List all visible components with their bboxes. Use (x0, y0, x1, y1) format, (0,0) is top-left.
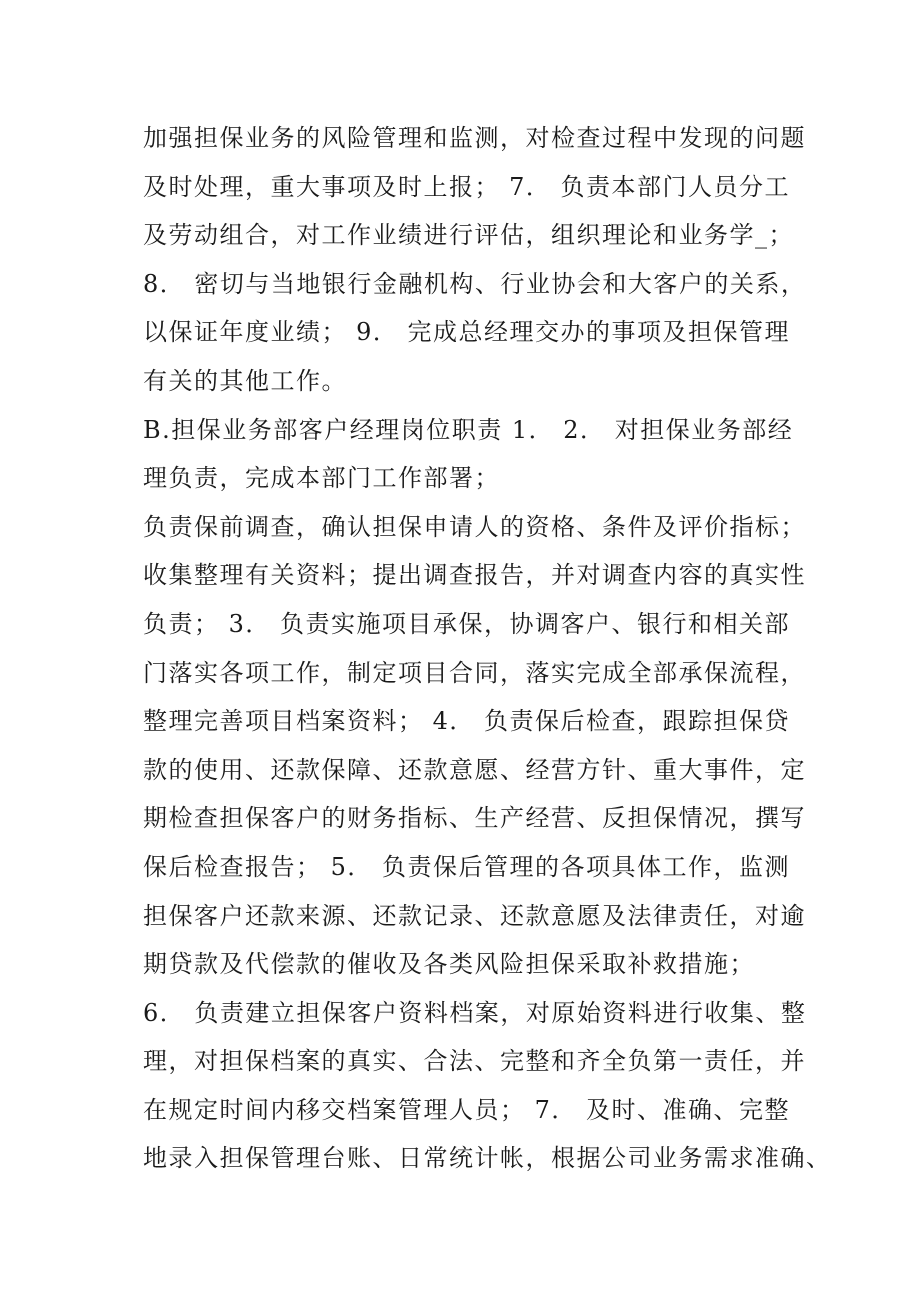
text-line: 款的使用、还款保障、还款意愿、经营方针、重大事件，定 (143, 755, 806, 784)
text-line: 保后检查报告； 5． 负责保后管理的各项具体工作，监测 (143, 852, 791, 881)
text-line: 及劳动组合，对工作业绩进行评估，组织理论和业务学_； (143, 221, 794, 250)
text-line: 期检查担保客户的财务指标、生产经营、反担保情况，撰写 (143, 804, 806, 833)
text-line: B.担保业务部客户经理岗位职责 1． 2． 对担保业务部经 (143, 415, 794, 444)
text-line: 在规定时间内移交档案管理人员； 7． 及时、准确、完整 (143, 1095, 791, 1124)
text-line: 8． 密切与当地银行金融机构、行业协会和大客户的关系， (143, 269, 807, 298)
text-line: 负责保前调查，确认担保申请人的资格、条件及评价指标； (143, 512, 806, 541)
text-line: 担保客户还款来源、还款记录、还款意愿及法律责任，对逾 (143, 901, 806, 930)
text-line: 以保证年度业绩； 9． 完成总经理交办的事项及担保管理 (143, 318, 791, 347)
text-line: 6． 负责建立担保客户资料档案，对原始资料进行收集、整 (143, 998, 807, 1027)
text-line: 收集整理有关资料；提出调查报告，并对调查内容的真实性 (143, 561, 806, 590)
text-line: 及时处理，重大事项及时上报； 7． 负责本部门人员分工 (143, 172, 791, 201)
text-line: 理负责，完成本部门工作部署； (143, 464, 500, 493)
text-line: 有关的其他工作。 (143, 366, 347, 395)
body-text (143, 114, 832, 1183)
text-line: 门落实各项工作，制定项目合同，落实完成全部承保流程， (143, 658, 806, 687)
text-line: 期贷款及代偿款的催收及各类风险担保采取补救措施； (143, 950, 755, 979)
text-line: 地录入担保管理台账、日常统计帐，根据公司业务需求准确、 (143, 1144, 832, 1173)
text-line: 理，对担保档案的真实、合法、完整和齐全负第一责任，并 (143, 1047, 806, 1076)
text-line: 整理完善项目档案资料； 4． 负责保后检查，跟踪担保贷 (143, 707, 791, 736)
text-line: 负责； 3． 负责实施项目承保，协调客户、银行和相关部 (143, 609, 791, 638)
text-line: 加强担保业务的风险管理和监测，对检查过程中发现的问题 (143, 124, 806, 152)
